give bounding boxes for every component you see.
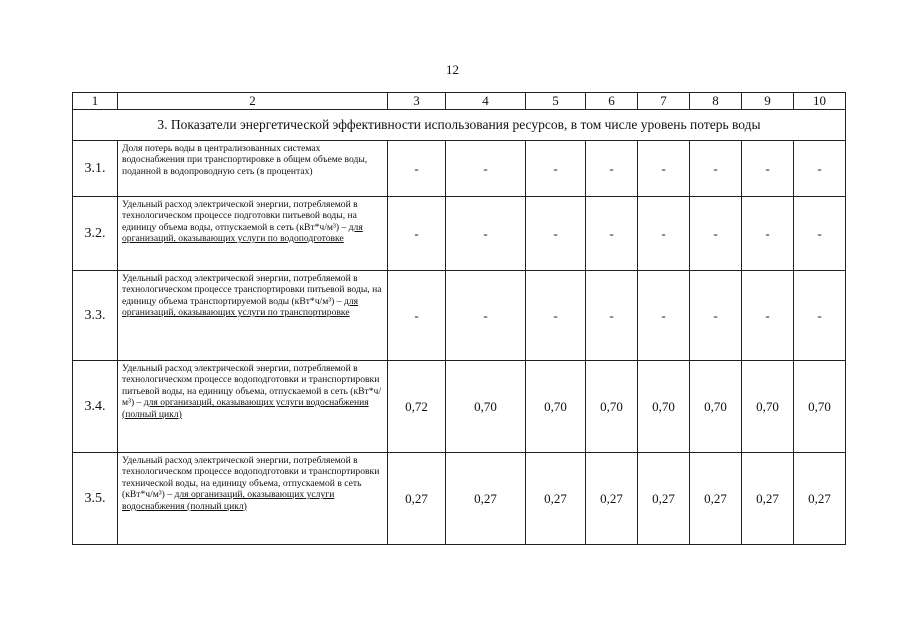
- value-cell: -: [742, 271, 794, 361]
- header-cell: 5: [526, 93, 586, 110]
- description-underlined-text: для организаций, оказывающих услуги водоснабжения (полный цикл): [122, 397, 369, 420]
- value-cell: -: [388, 271, 446, 361]
- value-cell: -: [446, 271, 526, 361]
- description-underlined-text: для организаций, оказывающих услуги водоснабжения (полный цикл): [122, 489, 335, 512]
- header-cell: 2: [118, 93, 388, 110]
- description-underlined-text: для организаций, оказывающих услуги по водоподготовке: [122, 221, 363, 245]
- value-cell: -: [742, 197, 794, 271]
- value-cell: -: [446, 197, 526, 271]
- row-description: [118, 197, 388, 271]
- value-cell: -: [638, 197, 690, 271]
- value-cell: 0,70: [638, 361, 690, 453]
- description-text: Удельный расход электрической энергии, потребляемой в технологическом процессе транспортировки питьевой воды, на единицу объема транспортируемой воды (кВт*ч/м³) –: [122, 273, 382, 307]
- row-number: 3.2.: [73, 197, 118, 271]
- table-row: [73, 197, 846, 271]
- value-cell: -: [794, 197, 846, 271]
- header-row: [73, 93, 846, 110]
- value-cell: 0,27: [638, 453, 690, 545]
- value-cell: 0,27: [690, 453, 742, 545]
- description-text: Удельный расход электрической энергии, потребляемой в технологическом процессе подготовки питьевой воды, на единицу объема воды, отпускаемой в сеть (кВт*ч/м³) –: [122, 199, 358, 233]
- value-cell: 0,70: [794, 361, 846, 453]
- section-title: 3. Показатели энергетической эффективности использования ресурсов, в том числе уровень потерь воды: [73, 110, 846, 141]
- header-cell: 7: [638, 93, 690, 110]
- value-cell: -: [638, 141, 690, 197]
- value-cell: 0,27: [526, 453, 586, 545]
- row-description: [118, 141, 388, 197]
- row-number: 3.1.: [73, 141, 118, 197]
- value-cell: 0,27: [388, 453, 446, 545]
- page-number: 12: [446, 62, 459, 77]
- value-cell: 0,70: [526, 361, 586, 453]
- header-cell: 10: [794, 93, 846, 110]
- value-cell: -: [526, 141, 586, 197]
- value-cell: -: [586, 197, 638, 271]
- value-cell: -: [794, 141, 846, 197]
- row-number: 3.3.: [73, 271, 118, 361]
- table-row: [73, 141, 846, 197]
- value-cell: -: [690, 197, 742, 271]
- description-text: Доля потерь воды в централизованных системах водоснабжения при транспортировке в общем объеме воды, поданной в водопроводную сеть (в процентах): [122, 143, 368, 177]
- row-description: [118, 271, 388, 361]
- header-cell: 6: [586, 93, 638, 110]
- value-cell: 0,27: [742, 453, 794, 545]
- value-cell: 0,70: [586, 361, 638, 453]
- value-cell: -: [794, 271, 846, 361]
- value-cell: -: [742, 141, 794, 197]
- description-text: Удельный расход электрической энергии, потребляемой в технологическом процессе водоподготовки и транспортировки питьевой воды, на единицу объема, отпускаемой в сеть (кВт*ч/м³) –: [122, 363, 381, 409]
- value-cell: -: [586, 141, 638, 197]
- header-cell: 1: [73, 93, 118, 110]
- header-cell: 8: [690, 93, 742, 110]
- row-description: [118, 453, 388, 545]
- value-cell: 0,70: [690, 361, 742, 453]
- value-cell: -: [446, 141, 526, 197]
- header-cell: 3: [388, 93, 446, 110]
- value-cell: 0,70: [742, 361, 794, 453]
- row-number: 3.4.: [73, 361, 118, 453]
- table-row: [73, 271, 846, 361]
- table-row: [73, 453, 846, 545]
- value-cell: 0,27: [794, 453, 846, 545]
- value-cell: -: [690, 271, 742, 361]
- row-description: [118, 361, 388, 453]
- value-cell: -: [638, 271, 690, 361]
- value-cell: -: [526, 197, 586, 271]
- value-cell: -: [526, 271, 586, 361]
- value-cell: 0,27: [586, 453, 638, 545]
- description-text: Удельный расход электрической энергии, потребляемой в технологическом процессе водоподготовки и транспортировки технической воды, на единицу объема, отпускаемой в сеть (кВт*ч/м³) –: [122, 455, 380, 501]
- section-row: [73, 110, 846, 141]
- header-cell: 9: [742, 93, 794, 110]
- indicators-table: [72, 92, 846, 545]
- value-cell: -: [388, 141, 446, 197]
- value-cell: 0,70: [446, 361, 526, 453]
- description-underlined-text: для организаций, оказывающих услуги по транспортировке: [122, 295, 359, 319]
- header-cell: 4: [446, 93, 526, 110]
- value-cell: 0,27: [446, 453, 526, 545]
- row-number: 3.5.: [73, 453, 118, 545]
- value-cell: -: [388, 197, 446, 271]
- value-cell: 0,72: [388, 361, 446, 453]
- value-cell: -: [690, 141, 742, 197]
- table-row: [73, 361, 846, 453]
- value-cell: -: [586, 271, 638, 361]
